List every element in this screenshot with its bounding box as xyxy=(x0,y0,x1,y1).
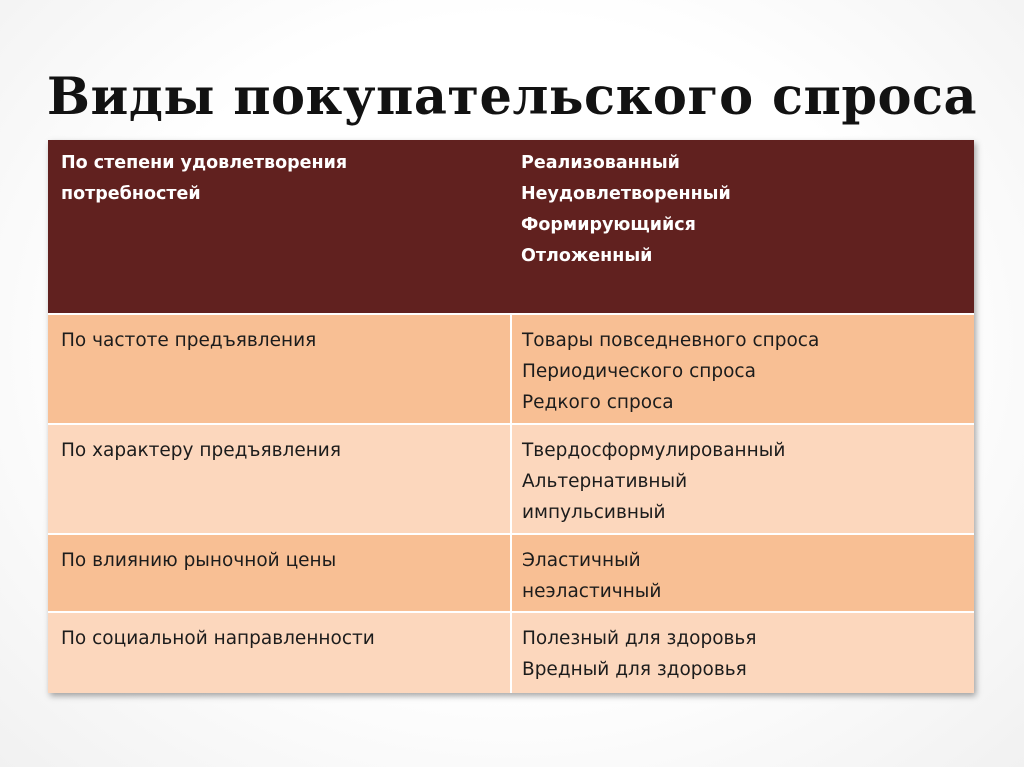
types-cell xyxy=(511,424,974,534)
category-label: потребностей xyxy=(61,184,201,204)
table-row xyxy=(48,534,974,612)
type-item: Неудовлетворенный xyxy=(521,184,731,204)
table-row xyxy=(48,140,974,314)
type-item: Вредный для здоровья xyxy=(522,659,747,680)
category-label: По влиянию рыночной цены xyxy=(61,550,337,571)
table-row xyxy=(48,424,974,534)
type-item: Полезный для здоровья xyxy=(522,628,757,649)
type-item: Альтернативный xyxy=(522,471,688,492)
slide-title: Виды покупательского спроса xyxy=(46,67,978,127)
types-cell xyxy=(511,534,974,612)
type-item: Реализованный xyxy=(521,153,680,173)
category-cell xyxy=(48,534,511,612)
type-item: Редкого спроса xyxy=(522,392,674,413)
type-item: Отложенный xyxy=(521,246,653,266)
category-label: По социальной направленности xyxy=(61,628,375,649)
category-cell xyxy=(48,424,511,534)
type-item: Товары повседневного спроса xyxy=(522,330,820,351)
table-row xyxy=(48,314,974,424)
category-cell xyxy=(48,612,511,693)
table-row xyxy=(48,612,974,693)
type-item: Твердосформулированный xyxy=(522,440,786,461)
type-item: Периодического спроса xyxy=(522,361,756,382)
types-cell xyxy=(511,140,974,314)
types-cell xyxy=(511,612,974,693)
category-label: По степени удовлетворения xyxy=(61,153,348,173)
types-cell xyxy=(511,314,974,424)
demand-types-table xyxy=(48,140,974,693)
type-item: Эластичный xyxy=(522,550,641,571)
category-label: По характеру предъявления xyxy=(61,440,341,461)
category-label: По частоте предъявления xyxy=(61,330,317,351)
category-cell xyxy=(48,140,511,314)
category-cell xyxy=(48,314,511,424)
type-item: неэластичный xyxy=(522,581,662,602)
type-item: Формирующийся xyxy=(521,215,696,235)
type-item: импульсивный xyxy=(522,502,666,523)
